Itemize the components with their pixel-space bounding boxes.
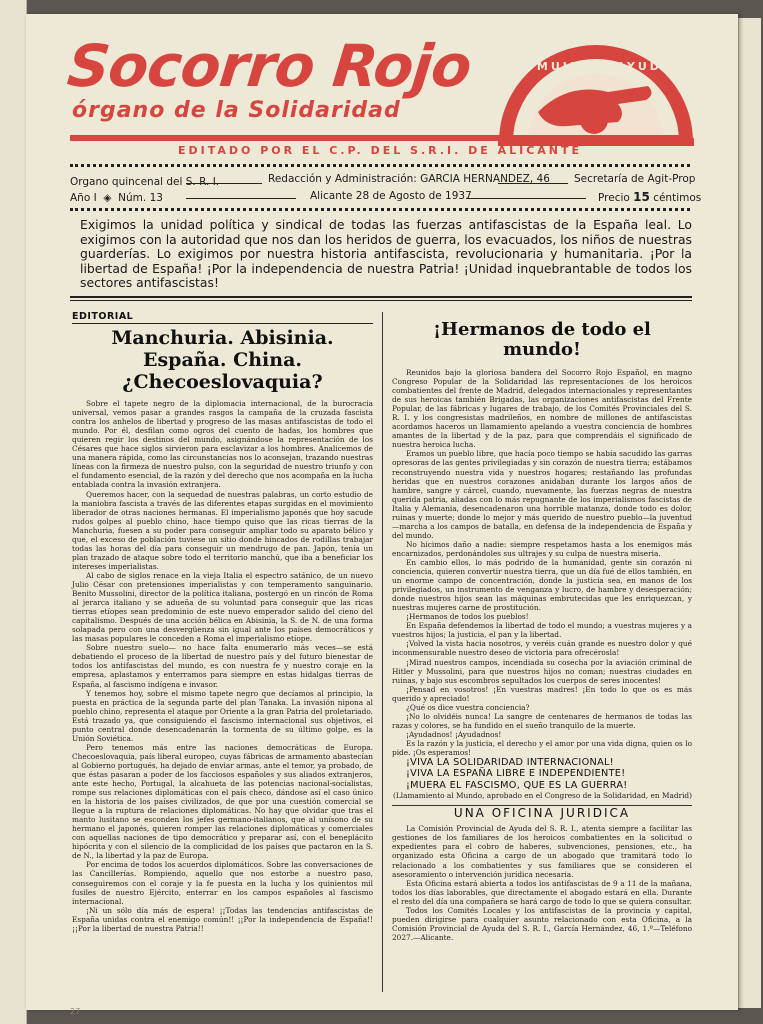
rule xyxy=(186,198,296,199)
paragraph: Reunidos bajo la gloriosa bandera del Socorro Rojo Español, en magno Congreso Popular de la Solidaridad las representaciones de los heroicos combatientes del frente de Madrid, delegados internacionales y representantes de sus heroicas también Brigadas, las organizaciones antifascistas del Frente Popular, de las fábricas y lugares de trabajo, de los Comités Provinciales del S. R. I. y los congresistas madrileños, en nombre de millones de antifascistas acordamos haceros un llamamiento apelando a vuestra conciencia de hombres amantes de la libertad y de la paz, para que comprendáis el significado de nuestra heroica lucha. xyxy=(392,368,692,450)
number-label: Núm. 13 xyxy=(118,192,163,204)
diamond-icon: ◈ xyxy=(100,192,115,204)
paragraph: ¡Pensad en vosotros! ¡En vuestras madres! ¡En todo lo que os es más querido y apreciado! xyxy=(392,684,692,703)
banner-text: Exigimos la unidad política y sindical de todas las fuerzas antifascistas de la España leal. Lo exigimos con la autoridad que nos dan los heridos de guerra, los evacuados, los niños de nuestras guarderías. Lo exigimos por nuestra historia antifascista, revolucionaria y humanitaria. ¡Por la libertad de España! ¡Por la independencia de nuestra Patria! ¡Unidad inquebrantable de todos los sectores antifascistas! xyxy=(80,217,692,291)
paragraph: Queremos hacer, con la sequedad de nuestras palabras, un corto estudio de la maniobra fascista a través de las diferentes etapas surgidas en el movimiento liberador de otras naciones hermanas. El imperialismo japonés que hoy sacude rudos golpes al pueblo chino, hace tiempo quiso que las ricas tierras de la Manchuria, fuesen a su poder para conseguir ampliar todo su aparato bélico y que, el exceso de población tuviese un sitio donde hincados de rodillas trabajar todas las horas del día para conseguir un mendrugo de pan. Japón, tenía un plan trazado de ataque sobre todo el territorio manchú, que iba a beneficiar los intereses imperialistas. xyxy=(72,489,373,571)
rule xyxy=(186,183,262,184)
paragraph: En España defendemos la libertad de todo el mundo; a vuestras mujeres y a vuestros hijos; la justicia, el pan y la libertad. xyxy=(392,621,692,640)
address-line: Redacción y Administración: GARCIA HERNANDEZ, 46 xyxy=(268,173,550,185)
masthead-editor-line: EDITADO POR EL C.P. DEL S.R.I. DE ALICANTE xyxy=(177,144,583,157)
editorial-label: EDITORIAL xyxy=(72,311,134,322)
masthead-title: Socorro Rojo xyxy=(64,32,475,100)
masthead-subtitle: órgano de la Solidaridad xyxy=(72,98,401,123)
organ-line: Organo quincenal del S. R. I. xyxy=(70,176,220,188)
secretary-line: Secretaría de Agit-Prop xyxy=(574,173,696,185)
paragraph: Por encima de todos los acuerdos diplomáticos. Sobre las conversaciones de las Cancillerías. Rompiendo, aquello que nos estorbe a nuestro paso, conseguiremos con el coraje y la fe puesta en la lucha y los quinientos mil fusiles de nuestro Ejército, enterrar en los campos españoles al fascismo internacional. xyxy=(72,860,373,906)
price-label: Precio xyxy=(598,192,630,204)
slogan: ¡MUERA EL FASCISMO, QUE ES LA GUERRA! xyxy=(406,779,628,791)
issue-line xyxy=(70,192,163,204)
dotted-rule-top xyxy=(70,164,690,167)
oficina-headline: UNA OFICINA JURIDICA xyxy=(453,806,631,821)
paragraph: Pero tenemos más entre las naciones democráticas de Europa. Checoeslovaquia, país liberal europeo, cuyas fábricas de armamento abastecían al Gobierno portugués, ha dejado de enviar armas, ante el temor, ya probado, de que éstas pasaran a poder de los facciosos españoles y sus aliados extranjeros, ante este hecho, Portugal, la alcahueta de las potencias nacional-socialistas, rompe sus relaciones diplomáticas con el país checo, dándose así el caso único en la historia de los países civilizados, de que por una cuestión comercial se llegue a la ruptura de relaciones diplomáticas. No hay que olvidar que tras el manto lusitano se esconden los jefes germano-italianos, que al unísono de su hermano el japonés, quieren romper las relaciones diplomáticas y comerciales con aquellas naciones de tipo democrático y preparar así, con el beneplácito hipócrita y con el silencio de la complicidad de los países que pactaron en la S. de N., la libertad y la paz de Europa. xyxy=(72,742,373,861)
dotted-rule-bottom xyxy=(70,208,690,211)
price-unit: céntimos xyxy=(653,192,702,204)
paragraph: ¡Volved la vista hacia nosotros, y veréis cuán grande es nuestro dolor y qué inconmensurable nuestro deseo de victoria para ofrecérosla! xyxy=(392,639,692,658)
date-line: Alicante 28 de Agosto de 1937 xyxy=(310,190,472,202)
year-label: Año I xyxy=(70,192,97,204)
appeal-column xyxy=(392,312,692,942)
banner-rule xyxy=(70,296,692,301)
paragraph: ¿Qué os dice vuestra conciencia? xyxy=(406,702,530,712)
paragraph: ¡Ayudadnos! ¡Ayudadnos! xyxy=(406,729,502,739)
paragraph: Todos los Comités Locales y los antifascistas de la provincia y capital, pueden dirigirse para cualquier asunto relacionado con esta Oficina, a la Comisión Provincial de Ayuda del S. R. I., García Hernández, 46, 1.º—Teléfono 2027.—Alicante. xyxy=(392,905,692,942)
unity-banner xyxy=(80,218,692,291)
paragraph: Sobre el tapete negro de la diplomacia internacional, de la burocracia universal, vemos pasar a grandes rasgos la campaña de la cruzada fascista contra los anhelos de libertad y progreso de las masas antifascistas de todo el mundo. Por él, desfilan como ogros del cuento de hadas, los hombres que quieren regir los destinos del mundo, asignándose la representación de los Césares que hace siglos sirvieron para esclavizar a los hombres. Analicemos de una manera rápida, como las circunstancias nos lo aconsejan, trazando nuestras líneas con la firmeza de nuestro pulso, con la seguridad de nuestro triunfo y con el fundamento esencial, de la razón y del derecho que nos acompaña en la lucha entablada contra la invasión extranjera. xyxy=(72,399,373,490)
next-page-edge xyxy=(738,18,761,1008)
paragraph: No hicimos daño a nadie: siempre respetamos hasta a los enemigos más encarnizados, perdonándoles sus ultrajes y su culpa de nuestra miseria. xyxy=(392,539,692,558)
rule xyxy=(466,198,586,199)
appeal-source: (Llamamiento al Mundo, aprobado en el Congreso de la Solidaridad, en Madrid) xyxy=(393,791,692,801)
paragraph: Y tenemos hoy, sobre el mismo tapete negro que decíamos al principio, la puesta en práctica de la segunda parte del plan Tanaka. La invasión nipona al pueblo chino, representa el ataque por Oriente a la gran Patria del proletariado. Está trazado ya, que consiguiendo el fascismo internacional sus objetivos, el punto central donde desencadenarán la tormenta de su último golpe, es la Unión Soviética. xyxy=(72,688,373,743)
column-divider xyxy=(382,312,383,992)
previous-page-edge xyxy=(0,0,27,1024)
slogan: ¡VIVA LA ESPAÑA LIBRE E INDEPENDIENTE! xyxy=(406,768,626,780)
hermanos-headline: ¡Hermanos de todo el mundo! xyxy=(433,319,651,360)
paragraph: En cambio ellos, lo más podrido de la humanidad, gente sin corazón ni conciencia, quieren convertir nuestra tierra, que un día fué de ellos también, en un enorme campo de concentración, donde la justicia sea, en manos de los privilegiados, un instrumento de venganza y lucro, de hambre y desesperación; donde nuestros hijos sean las máquinas embrutecidas que les enriquezcan, y nuestras mujeres carne de prostitución. xyxy=(392,557,692,613)
paragraph: Es la razón y la justicia, el derecho y el amor por una vida digna, quien os lo pide. ¡Os esperamos! xyxy=(392,738,692,757)
paragraph: Esta Oficina estará abierta a todos los antifascistas de 9 a 11 de la mañana, todos los días laborables, que directamente el abogado estará en ella. Durante el resto del día una compañera se hará cargo de todo lo que se quiera consultar. xyxy=(392,878,692,906)
editorial-headline: Manchuria. Abisinia. España. China. ¿Checoeslovaquia? xyxy=(111,327,334,394)
editorial-rule xyxy=(72,323,373,324)
paragraph: ¡Hermanos de todos los pueblos! xyxy=(406,612,529,622)
paragraph: ¡No lo olvidéis nunca! La sangre de centenares de hermanos de todas las razas y colores, se ha fundido en el sueño tranquilo de la muerte. xyxy=(392,711,692,730)
paragraph: ¡Ni un sólo día más de espera! ¡¡Todas las tendencias antifascistas de España unidas contra el enemigo común!! ¡¡Por la independencia de España!! ¡¡Por la libertad de nuestra Patria!! xyxy=(72,905,373,933)
price-value: 15 xyxy=(633,190,650,204)
slogan: ¡VIVA LA SOLIDARIDAD INTERNACIONAL! xyxy=(406,757,614,769)
masthead-bar xyxy=(70,135,690,141)
rule xyxy=(498,183,568,184)
editorial-column xyxy=(72,312,373,933)
paragraph: Sobre nuestro suelo— no hace falta enumerarlo más veces—se está debatiendo el proceso de la libertad de nuestro país y del futuro bienestar de todos los antifascistas del mundo, es con nuestra fe y nuestro coraje en la empresa, aplastamos y enterramos para siempre en estas hidalgas tierras de España, al fascismo indígena e invasor. xyxy=(72,643,373,689)
paragraph: Eramos un pueblo libre, que hacía poco tiempo se había sacudido las garras opresoras de las gentes privilegiadas y sin corazón de nuestra tierra; estábamos reconstruyendo nuestra vida y nuestros hogares; restañando las profundas heridas que en nuestros corazones anidaban durante los largos años de hambre, sangre y cárcel, cuando, nuevamente, las fuerzas negras de nuestra querida patria, aliadas con lo más repugnante de los imperialismos fascistas de Italia y Alemania, desencadenaron una horrible matanza, donde todo es dolor, ruinas y muerte; donde lo mejor y más querido de nuestro pueblo—la juventud—marcha a los campos de batalla, en defensa de la independencia de España y del mundo. xyxy=(392,449,693,540)
paragraph: Al cabo de siglos renace en la vieja Italia el espectro satánico, de un nuevo Julio César con pretensiones imperialistas y con temperamento sanguinario. Benito Mussolini, director de la política italiana, postergó en un rincón de Roma al jerarca italiano y se adueña de su voluntad para conseguir que las ricas tierras etíopes sean predominio de este nuevo emperador salido del cieno del capitalismo. Después de una acción bélica en Abisinia, la S. de N. de una forma solapada pero con una desvergüenza sin igual ante los países democráticos y las masas populares le conceden a Roma el imperialismo etíope. xyxy=(72,570,373,644)
emblem-text: A MUJER Y AYUDA xyxy=(518,60,674,73)
emblem-hand-icon xyxy=(498,42,694,146)
price-line xyxy=(598,190,701,204)
newspaper-page xyxy=(26,14,738,1016)
paragraph: ¡Mirad nuestros campos, incendiada su cosecha por la aviación criminal de Hitler y Mussolini, para que nuestros hijos no coman; nuestras ciudades en ruinas, y bajo sus escombros sepultados los cuerpos de seres inocentes! xyxy=(392,657,692,685)
pencil-page-mark: 27 xyxy=(70,1007,81,1016)
paragraph: La Comisión Provincial de Ayuda del S. R. I., atenta siempre a facilitar las gestiones de los familiares de los heroicos combatientes en la solicitud o expedientes para el cobro de haberes, subvenciones, pensiones, etc., ha organizado esta Oficina a cargo de un abogado que tramitará todo lo relacionado a los combatientes y sus familiares que se consideren el asesoramiento o intervención jurídica necesaria. xyxy=(392,824,692,879)
